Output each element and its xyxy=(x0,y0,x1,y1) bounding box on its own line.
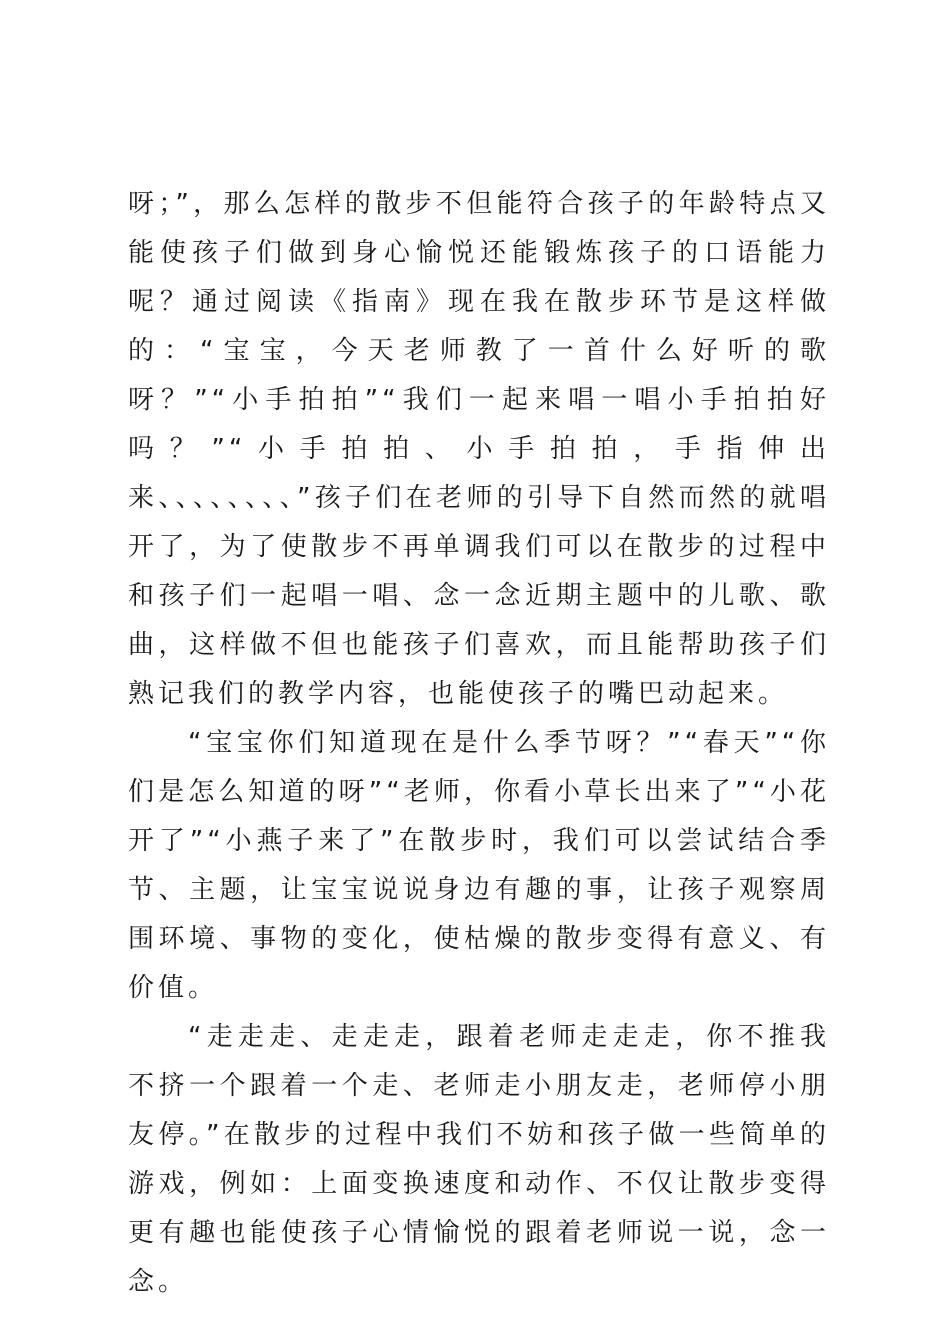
paragraph-3: “走走走、走走走，跟着老师走走走，你不推我不挤一个跟着一个走、老师走小朋友走，老师停小朋友停。”在散步的过程中我们不妨和孩子做一些简单的游戏，例如：上面变换速度和动作、不仅让散步变得更有趣也能使孩子心情愉悦的跟着老师说一说，念一念。 xyxy=(128,1022,830,1297)
paragraph-1: 呀；”，那么怎样的散步不但能符合孩子的年龄特点又能使孩子们做到身心愉悦还能锻炼孩子的口语能力呢？通过阅读《指南》现在我在散步环节是这样做的：“宝宝，今天老师教了一首什么好听的歌呀？”“小手拍拍”“我们一起来唱一唱小手拍拍好吗？”“小手拍拍、小手拍拍，手指伸出来、、、、、、、、”孩子们在老师的引导下自然而然的就唱开了，为了使散步不再单调我们可以在散步的过程中和孩子们一起唱一唱、念一念近期主题中的儿歌、歌曲，这样做不但也能孩子们喜欢，而且能帮助孩子们熟记我们的教学内容，也能使孩子的嘴巴动起来。 xyxy=(128,189,830,709)
document-body xyxy=(128,180,830,1307)
paragraph-2: “宝宝你们知道现在是什么季节呀？”“春天”“你们是怎么知道的呀”“老师，你看小草长出来了”“小花开了”“小燕子来了”在散步时，我们可以尝试结合季节、主题，让宝宝说说身边有趣的事，让孩子观察周围环境、事物的变化，使枯燥的散步变得有意义、有价值。 xyxy=(128,728,830,1003)
